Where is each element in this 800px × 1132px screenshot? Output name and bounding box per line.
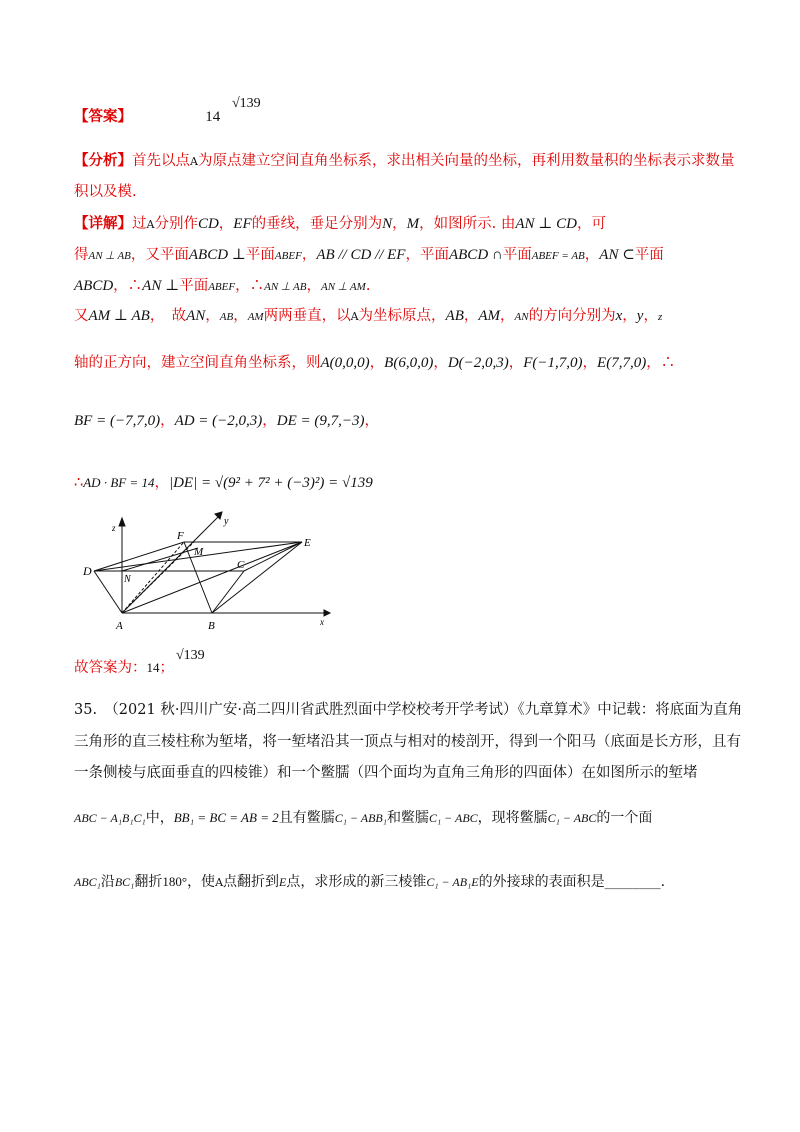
label-b: B: [208, 620, 215, 632]
detail-tag: 【详解】: [74, 215, 132, 232]
detail-line-3: [74, 277, 740, 295]
analysis-tag: 【分析】: [74, 152, 132, 169]
label-c: C: [237, 559, 245, 571]
problem-text: ，使: [187, 874, 216, 890]
detail-text: ，: [584, 247, 600, 263]
y-axis-arrow: [215, 512, 222, 519]
problem-35-line-1: 35. （2021 秋·四川广安·高二四川省武胜烈面中学校校考开学考试）《九章算术》中记载：将底面为直角: [74, 702, 743, 718]
segment-nm: [122, 548, 198, 571]
conclusion-text: 故答案为：: [74, 660, 147, 676]
point-a: A: [350, 310, 359, 323]
math-an-perp-cd: AN ⊥ CD: [515, 216, 577, 232]
detail-line-6: [74, 412, 740, 430]
problem-text: 翻折: [134, 874, 163, 890]
vector-de: DE = (9,7,−3): [276, 413, 365, 429]
math-tetra-2: C₁ − ABC: [428, 811, 478, 825]
detail-text: 过: [132, 216, 147, 232]
math-n: N: [382, 216, 393, 232]
math-tetra-2b: C₁ − ABC: [547, 811, 597, 825]
vector-ab: AB: [445, 308, 464, 324]
problem-35-line-2: 三角形的直三棱柱称为堑堵，将一堑堵沿其一顶点与相对的棱剖开，得到一个阳马（底面是长方形，且有: [74, 734, 741, 750]
detail-text: ，∴: [113, 278, 143, 294]
problem-35-line-3: 一条侧棱与底面垂直的四棱锥）和一个鳖臑（四个面均为直角三角形的四面体）在如图所示的堑堵: [74, 765, 698, 781]
math-edge-lengths: BB₁ = BC = AB = 2: [173, 810, 279, 825]
coord-d: D(−2,0,3): [447, 355, 509, 371]
detail-text: ，: [622, 308, 637, 324]
detail-text: ∴: [74, 475, 84, 491]
label-z: z: [112, 523, 116, 533]
detail-text: ，: [160, 413, 175, 429]
math-an-perp-ab: AN ⊥ AB: [88, 250, 131, 262]
coord-a: A(0,0,0): [320, 355, 370, 371]
label-y: y: [224, 516, 229, 527]
answer-tag: 【答案】: [74, 108, 132, 125]
point-a: A: [190, 155, 198, 168]
problem-text: 和鳖臑: [386, 810, 429, 826]
math-abef: ABEF: [208, 281, 236, 293]
math-cd: CD: [197, 216, 219, 232]
detail-text: ，平面: [405, 247, 449, 263]
detail-line-7: [74, 474, 740, 492]
detail-text: ，∴: [235, 278, 265, 294]
detail-text: ，: [205, 308, 220, 324]
detail-text: ，: [392, 216, 407, 232]
problem-35-line-4: [74, 810, 740, 827]
math-an-perp-am: AN ⊥ AM: [320, 281, 366, 293]
detail-text: 又: [74, 308, 89, 324]
detail-text: ，: [369, 355, 385, 371]
math-abef-eq-ab: ABEF = AB: [531, 250, 585, 262]
magnitude-de: |DE| = √(9² + 7² + (−3)²) = √139: [168, 475, 373, 491]
detail-text: ，: [433, 355, 448, 371]
label-a: A: [116, 620, 123, 632]
dot-product: AD · BF = 14: [83, 475, 155, 490]
analysis-line-1: [74, 152, 740, 170]
label-d: D: [83, 564, 92, 578]
detail-text: 平面: [502, 247, 532, 263]
detail-text: ，: [463, 308, 479, 324]
math-prism: ABC − A₁B₁C₁: [74, 811, 146, 825]
conclusion-value-1: 14: [146, 660, 160, 675]
conclusion-line: [74, 660, 740, 677]
axis-z: z: [657, 311, 663, 323]
problem-35-line-5: [74, 874, 740, 891]
problem-text: 点，求形成的新三棱锥: [286, 874, 427, 890]
problem-text: 的外接球的表面积是: [478, 874, 605, 890]
vector-bf: BF = (−7,7,0): [74, 413, 161, 429]
math-am-perp-ab: AM ⊥ AB: [88, 308, 150, 324]
detail-text: ，: [643, 308, 658, 324]
detail-text: ，: [262, 413, 277, 429]
detail-text: ，: [306, 278, 321, 294]
detail-text: 平面: [634, 247, 664, 263]
detail-text: 的方向分别为: [528, 308, 616, 324]
detail-text: 分别作: [154, 216, 198, 232]
math-parallel: AB // CD // EF: [316, 247, 406, 263]
coord-e: E(7,7,0): [597, 355, 647, 371]
edge-am-dashed: [122, 542, 194, 613]
conclusion-value-2: √139: [176, 648, 205, 663]
detail-text: 的垂线，垂足分别为: [251, 216, 383, 232]
math-abcd-cap: ABCD ∩: [448, 247, 503, 263]
detail-text: ，: [218, 216, 234, 232]
math-abcd-perp: ABCD ⊥: [188, 247, 246, 263]
edge-af-dashed: [122, 542, 184, 613]
axis-x: x: [615, 308, 623, 324]
coord-f: F(−1,7,0): [523, 355, 583, 371]
vector-ad: AD = (−2,0,3): [174, 413, 263, 429]
detail-text: 为坐标原点，: [358, 308, 446, 324]
conclusion-separator: ；: [159, 660, 174, 676]
detail-text: ，: [154, 475, 169, 491]
point-a: A: [146, 218, 155, 231]
problem-text: 且有鳖臑: [278, 810, 335, 826]
problem-text: 的一个面: [596, 810, 653, 826]
math-m: M: [406, 216, 420, 232]
detail-text: 两两垂直，以: [263, 308, 351, 324]
answer-value-2: √139: [232, 96, 261, 111]
math-an-subset: AN ⊂: [599, 247, 635, 263]
math-an: AN: [186, 308, 206, 324]
detail-text: 轴的正方向，建立空间直角坐标系，则: [74, 355, 321, 371]
detail-text: ，: [301, 247, 317, 263]
detail-text: ，如图所示. 由: [419, 216, 516, 232]
detail-text: ， 故: [149, 308, 187, 324]
edge-da: [94, 571, 122, 613]
coord-b: B(6,0,0): [384, 355, 434, 371]
detail-text: 平面: [245, 247, 275, 263]
detail-text: ，: [233, 308, 248, 324]
problem-text: 点翻折到: [223, 874, 280, 890]
math-angle: 180°: [162, 874, 188, 889]
problem-text: ，现将鳖臑: [477, 810, 548, 826]
math-edge-bc1: BC₁: [114, 875, 135, 889]
label-e: E: [304, 537, 311, 549]
label-x: x: [320, 617, 324, 627]
detail-text: ，∴: [646, 355, 676, 371]
detail-text: ，可: [576, 216, 606, 232]
analysis-text: 为原点建立空间直角坐标系，求出相关向量的坐标，再利用数量积的坐标表示求数量: [197, 153, 735, 169]
edge-ae: [122, 542, 302, 613]
math-ef: EF: [233, 216, 252, 232]
label-n: N: [124, 574, 131, 585]
analysis-line-2: 积以及模.: [74, 184, 137, 200]
detail-text: 平面: [179, 278, 209, 294]
math-ab: AB: [219, 311, 234, 323]
math-new-tetra: C₁ − AB₁E: [426, 875, 479, 889]
point-e: E: [279, 875, 287, 889]
detail-text: ，又平面: [130, 247, 189, 263]
math-tetra-1: C₁ − ABB₁: [334, 811, 387, 825]
math-am: AM: [247, 311, 264, 323]
math-abef: ABEF: [274, 250, 302, 262]
geometry-figure: [74, 508, 336, 632]
detail-text: ，: [500, 308, 515, 324]
vector-an: AN: [514, 311, 529, 323]
detail-line-5: [74, 354, 740, 372]
axis-y: y: [636, 308, 644, 324]
detail-line-1: [74, 215, 740, 233]
point-a: A: [215, 876, 224, 889]
x-axis-arrow: [324, 610, 330, 616]
detail-text: ，: [508, 355, 524, 371]
math-abcd: ABCD: [74, 278, 114, 294]
detail-text: ，: [364, 413, 380, 429]
detail-text: ，: [582, 355, 598, 371]
problem-text: 中，: [145, 810, 174, 826]
answer-line: [74, 108, 740, 126]
detail-line-2: [74, 246, 740, 264]
answer-blank: ________.: [604, 874, 666, 890]
math-an-perp: AN ⊥: [142, 278, 180, 294]
label-m: M: [194, 546, 204, 558]
detail-text: 得: [74, 247, 89, 263]
math-an-perp-ab: AN ⊥ AB: [264, 281, 307, 293]
answer-value-1: 14: [205, 109, 221, 125]
analysis-text: 首先以点: [132, 153, 190, 169]
math-face: ABC₁: [74, 875, 101, 889]
problem-text: 沿: [100, 874, 115, 890]
z-axis-arrow: [119, 518, 125, 526]
label-f: F: [177, 530, 184, 542]
detail-text: .: [365, 278, 371, 294]
vector-am: AM: [478, 308, 501, 324]
detail-line-4: [74, 307, 740, 325]
